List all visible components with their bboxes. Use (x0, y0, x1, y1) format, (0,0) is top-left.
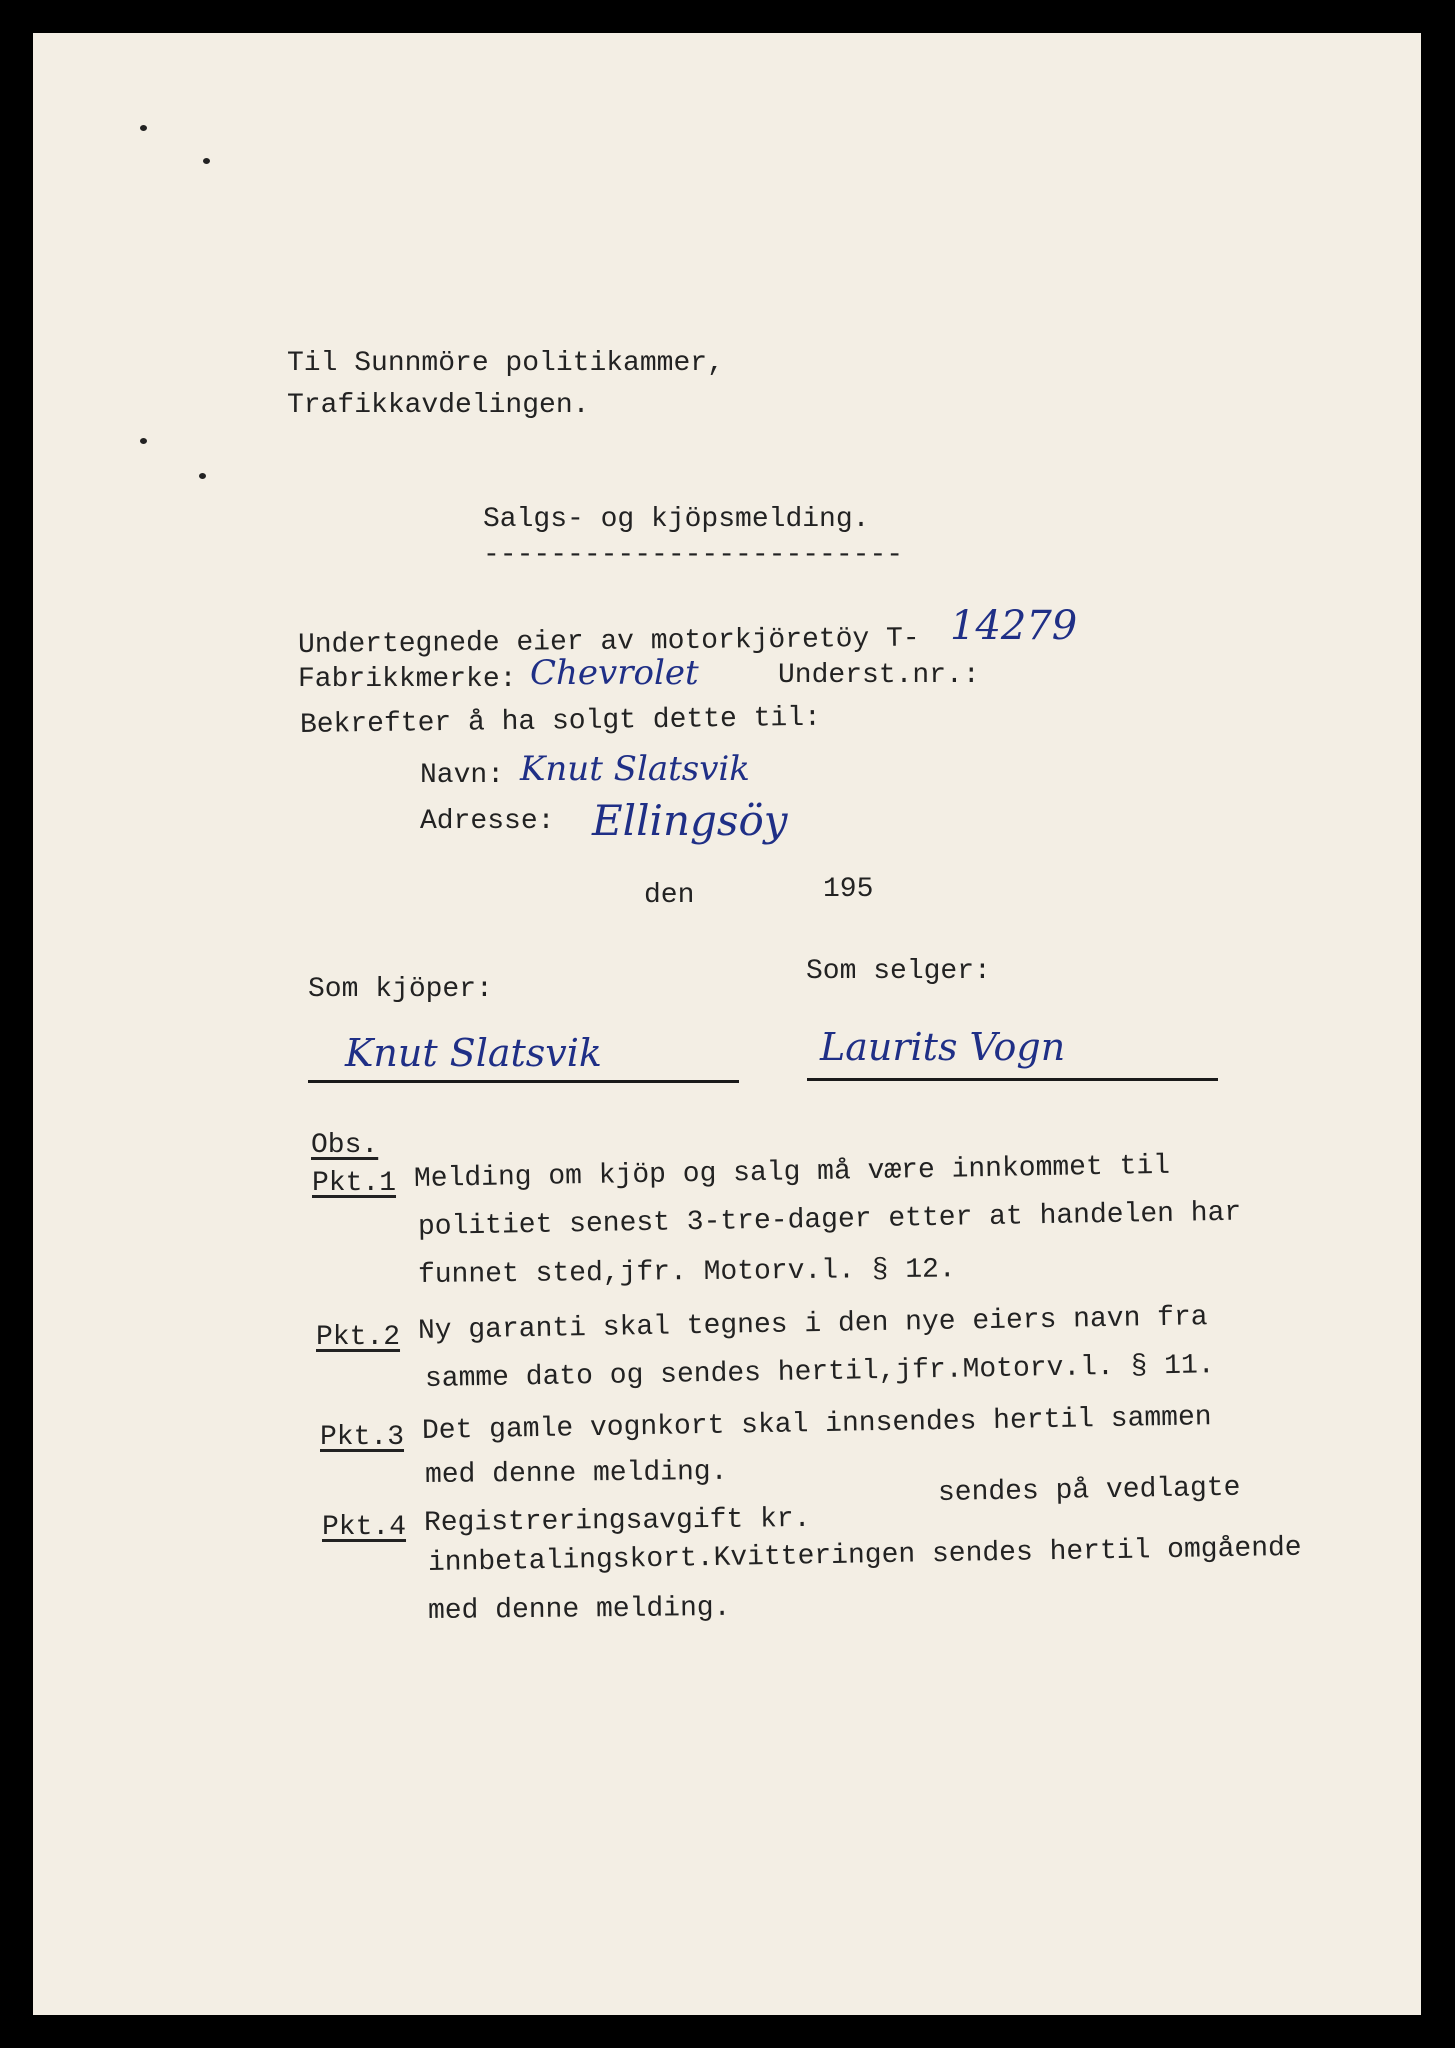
ink-speck (199, 473, 206, 479)
document-page (33, 33, 1421, 2015)
title-rule: ------------------------- (483, 540, 904, 571)
note-line: samme dato og sendes hertil,jfr.Motorv.l. § 11. (424, 1350, 1215, 1395)
buyer-signature-line (308, 1080, 739, 1083)
note-line: innbetalingskort.Kvitteringen sendes hertil omgående (427, 1532, 1302, 1579)
note-line: Ny garanti skal tegnes i den nye eiers navn fra (417, 1302, 1208, 1347)
note-line: funnet sted,jfr. Motorv.l. § 12. (417, 1254, 956, 1291)
note-label: Pkt.1 (312, 1168, 397, 1199)
chassis-label: Underst.nr.: (778, 660, 980, 691)
seller-signature-line (807, 1078, 1218, 1081)
note-line: politiet senest 3-tre-dager etter at handelen har (417, 1197, 1242, 1243)
note-aside: sendes på vedlagte (937, 1472, 1241, 1509)
note-line: Registreringsavgift kr. (423, 1503, 811, 1539)
buyer-label: Som kjöper: (308, 974, 493, 1005)
seller-signature: Laurits Vogn (820, 1025, 1066, 1069)
notes-heading: Obs. (311, 1130, 379, 1161)
note-line: Melding om kjöp og salg må være innkommet til (413, 1150, 1171, 1195)
confirm-label: Bekrefter å ha solgt dette til: (299, 702, 822, 741)
buyer-signature: Knut Slatsvik (345, 1031, 602, 1075)
date-label: den (644, 880, 695, 911)
recipient-line-1: Til Sunnmöre politikammer, (287, 348, 724, 379)
recipient-line-2: Trafikkavdelingen. (287, 390, 590, 421)
ink-speck (203, 158, 210, 164)
seller-label: Som selger: (806, 956, 991, 987)
make-label: Fabrikkmerke: (298, 664, 517, 695)
note-line: Det gamle vognkort skal innsendes hertil sammen (421, 1402, 1212, 1447)
buyer-name-value: Knut Slatsvik (520, 749, 750, 789)
address-label: Adresse: (420, 806, 555, 837)
buyer-address-value: Ellingsöy (592, 796, 788, 845)
note-line: med denne melding. (424, 1456, 728, 1491)
name-label: Navn: (420, 760, 505, 791)
document-title: Salgs- og kjöpsmelding. (483, 504, 870, 535)
vehicle-label: Undertegnede eier av motorkjöretöy T- (297, 623, 920, 661)
ink-speck (140, 125, 147, 131)
note-label: Pkt.3 (320, 1422, 405, 1453)
note-label: Pkt.4 (322, 1512, 407, 1543)
ink-speck (140, 438, 147, 444)
note-label: Pkt.2 (316, 1322, 401, 1353)
vehicle-number: 14279 (950, 603, 1078, 649)
note-line: med denne melding. (427, 1592, 731, 1627)
make-value: Chevrolet (530, 653, 699, 693)
year-prefix: 195 (823, 874, 874, 905)
